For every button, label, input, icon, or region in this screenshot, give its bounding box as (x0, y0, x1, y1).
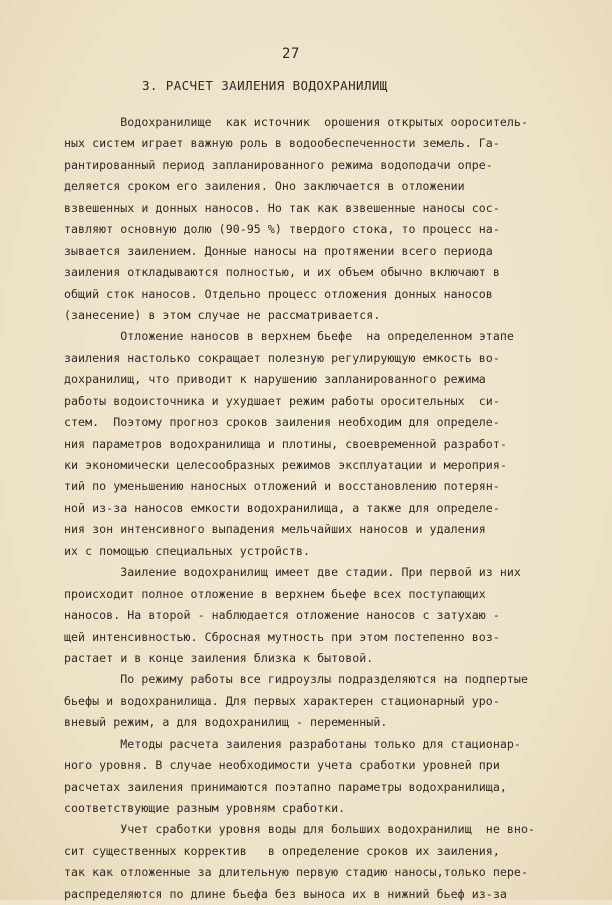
text-line: Водохранилище как источник орошения открытых оороситель- (64, 115, 528, 129)
text-line: заиления настолько сокращает полезную регулирующую емкость во- (64, 350, 500, 365)
text-line: стем. Поэтому прогноз сроков заиления необходим для определе- (64, 415, 500, 430)
text-line: вневый режим, а для водохранилищ - переменный. (64, 715, 388, 730)
text-line: ных систем играет важную роль в водообеспеченности земель. Га- (64, 136, 500, 151)
text-line: взвешенных и донных наносов. Но так как взвешенные наносы сос- (64, 200, 500, 215)
text-line: рантированный период запланированного режима водоподачи опре- (64, 157, 493, 172)
text-line: происходит полное отложение в верхнем бьефе всех поступающих (64, 586, 486, 601)
text-line: Учет сработки уровня воды для больших водохранилищ не вно- (64, 822, 536, 837)
text-line: растает и в конце заиления близка к бытовой. (64, 650, 374, 665)
text-line: расчетах заиления принимаются поэтапно параметры водохранилища, (64, 779, 507, 794)
text-line: Отложение наносов в верхнем бьефе на определенном этапе (64, 329, 514, 344)
text-line: работы водоисточника и ухудшает режим работы оросительных си- (64, 393, 500, 408)
text-line: ния зон интенсивного выпадения мельчайших наносов и удаления (64, 522, 486, 537)
text-line: тий по уменьшению наносных отложений и восстановлению потерян- (64, 479, 500, 494)
text-line: ния параметров водохранилища и плотины, своевременной разработ- (64, 436, 507, 451)
text-line: наносов. На второй - наблюдается отложение наносов с затухаю - (64, 608, 500, 623)
text-line: ной из-за наносов емкости водохранилища, а также для определе- (64, 500, 500, 515)
text-line: (занесение) в этом случае не рассматривается. (64, 307, 381, 322)
text-line: ного уровня. В случае необходимости учета сработки уровней при (64, 758, 500, 773)
text-line: Методы расчета заиления разработаны только для стационар- (64, 736, 521, 751)
text-line: тавляют основную долю (90-95 %) твердого стока, то процесс на- (64, 222, 500, 237)
text-line: деляется сроком его заиления. Оно заключается в отложении (64, 179, 465, 194)
text-line: дохранилищ, что приводит к нарушению запланированного режима (64, 372, 486, 387)
section-heading: 3. РАСЧЕТ ЗАИЛЕНИЯ ВОДОХРАНИЛИЩ (142, 78, 388, 93)
page-number: 27 (282, 46, 300, 62)
text-line: соответствующие разным уровням сработки. (64, 801, 346, 815)
text-line: так как отложенные за длительную первую стадию наносы,только пере- (64, 865, 528, 880)
text-line: их с помощью специальных устройств. (64, 543, 311, 558)
body-text (64, 112, 564, 905)
text-line: щей интенсивностью. Сбросная мутность при этом постепенно воз- (64, 629, 500, 644)
text-line: сит существенных корректив в определение сроков их заиления, (64, 843, 500, 858)
text-line: заиления откладываются полностью, и их объем обычно включают в (64, 265, 500, 280)
text-line: По режиму работы все гидроузлы подразделяются на подпертые (64, 672, 528, 687)
text-line: распределяются по длине бьефа без выноса их в нижний бьеф из-за (64, 886, 507, 901)
text-line: ки экономически целесообразных режимов эксплуатации и мероприя- (64, 458, 507, 472)
text-line: зывается заилением. Донные наносы на протяжении всего периода (64, 243, 493, 258)
text-line: бьефы и водохранилища. Для первых характерен стационарный уро- (64, 693, 500, 708)
text-line: общий сток наносов. Отдельно процесс отложения донных наносов (64, 286, 493, 301)
text-line: Заиление водохранилищ имеет две стадии. При первой из них (64, 565, 521, 580)
